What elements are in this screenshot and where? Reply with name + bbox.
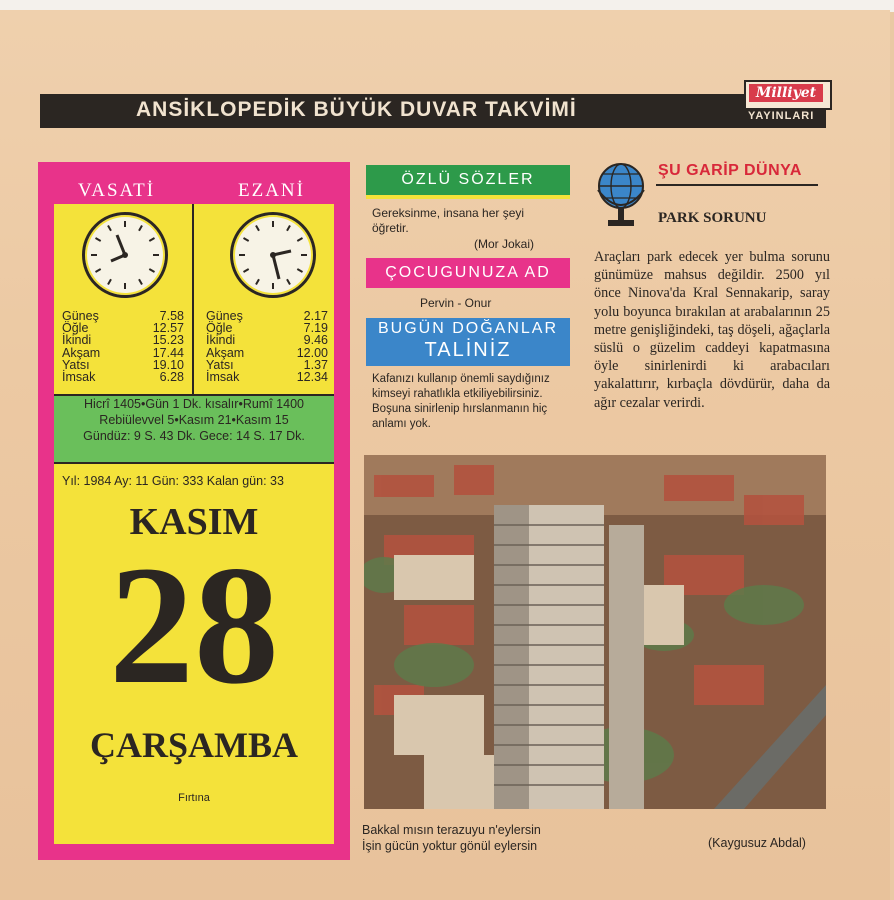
vasati-row <box>62 334 184 346</box>
ezani-clock-icon <box>230 212 316 298</box>
brand-subtitle: YAYINLARI <box>748 110 815 122</box>
vasati-title: VASATİ <box>78 180 156 201</box>
time-value: 19.10 <box>152 357 184 372</box>
poem-line-1: Bakkal mısın terazuyu n'eylersin <box>362 823 541 837</box>
year-info: Yıl: 1984 Ay: 11 Gün: 333 Kalan gün: 33 <box>62 474 284 488</box>
time-name: Akşam <box>206 345 245 360</box>
hijri-line-2: Rebiülevvel 5•Kasım 21•Kasım 15 <box>99 413 289 427</box>
month-name: KASIM <box>129 501 259 543</box>
vasati-clock-icon <box>82 212 168 298</box>
time-value: 2.17 <box>303 309 328 323</box>
ezani-row <box>206 347 328 359</box>
weather-note: Fırtına <box>178 792 210 804</box>
brand-logo: Milliyet <box>749 84 823 102</box>
poem-author: (Kaygusuz Abdal) <box>708 836 806 850</box>
time-value: 12.57 <box>152 321 184 336</box>
horoscope-title: TALİNİZ <box>424 339 512 361</box>
time-value: 7.19 <box>303 321 328 336</box>
born-today-tag <box>366 318 570 366</box>
baby-names-tag: ÇOCUGUNUZA AD <box>366 258 570 288</box>
calendar-sheet <box>38 162 350 860</box>
ezani-title: EZANİ <box>238 180 305 201</box>
weekday-name: ÇARŞAMBA <box>89 725 298 765</box>
hijri-info-box <box>54 394 334 464</box>
header-bar <box>40 94 826 128</box>
time-value: 6.28 <box>159 370 184 385</box>
time-value: 15.23 <box>152 333 184 348</box>
brand-logo-box <box>744 80 832 110</box>
vasati-times <box>62 310 184 383</box>
hijri-line-1: Hicrî 1405•Gün 1 Dk. kısalır•Rumî 1400 <box>84 397 304 411</box>
time-name: İkindi <box>62 333 92 348</box>
time-value: 9.46 <box>303 333 328 348</box>
prayer-times-header <box>38 172 350 208</box>
baby-names: Pervin - Onur <box>420 296 492 310</box>
quotes-tag: ÖZLÜ SÖZLER <box>366 165 570 199</box>
page-title: ANSİKLOPEDİK BÜYÜK DUVAR TAKVİMİ <box>136 98 577 121</box>
time-value: 1.37 <box>303 357 328 372</box>
column-divider <box>192 204 194 394</box>
globe-icon <box>594 160 648 230</box>
ezani-row <box>206 371 328 383</box>
time-name: Güneş <box>62 309 99 323</box>
quote-text: Gereksinme, insana her şeyi öğretir. <box>372 206 525 235</box>
vasati-row <box>62 347 184 359</box>
born-today-title: BUGÜN DOĞANLAR <box>377 320 559 337</box>
article-title: PARK SORUNU <box>658 210 767 226</box>
section-title: ŞU GARİP DÜNYA <box>658 162 802 179</box>
time-value: 12.00 <box>296 345 328 360</box>
day-number: 28 <box>109 531 279 719</box>
time-name: İkindi <box>206 333 236 348</box>
time-name: İmsak <box>206 370 240 385</box>
time-name: Yatsı <box>206 357 234 372</box>
time-name: Güneş <box>206 309 243 323</box>
time-name: Öğle <box>62 321 89 336</box>
time-value: 17.44 <box>152 345 184 360</box>
ezani-row <box>206 334 328 346</box>
vasati-row <box>62 371 184 383</box>
title-underline <box>656 184 818 186</box>
time-value: 12.34 <box>296 370 328 385</box>
quote-author: (Mor Jokai) <box>474 237 535 251</box>
poem-caption <box>362 822 541 854</box>
horoscope-text: Kafanızı kullanıp önemli saydığınız kimseyi rahatlıkla etkiliyebilirsiniz. Boşuna sinirlenip hırslanmanın hiç anlamı yok. <box>372 373 550 430</box>
city-photo <box>364 455 826 809</box>
poem-line-2: İşin gücün yoktur gönül eylersin <box>362 839 538 853</box>
time-value: 7.58 <box>159 309 184 323</box>
time-name: İmsak <box>62 370 96 385</box>
time-name: Öğle <box>206 321 233 336</box>
article-body: Araçları park edecek yer bulma sorunu günümüze mahsus değildir. 2500 yıl önce Ninova'da Kral Sennakarip, saray yolu boyunca bırakılan at arabalarının 25 metre genişliğindeki, taş döşeli, ağaçlarla süslü o güzelim caddeyi kapatmasına öyle sinirlenirdi ki arabacıları yakalattırır, kırbaçla dövdürür, daha da ağır cezalar verirdi. <box>594 249 830 411</box>
daylight-line: Gündüz: 9 S. 43 Dk. Gece: 14 S. 17 Dk. <box>83 429 305 443</box>
time-name: Akşam <box>62 345 101 360</box>
calendar-body <box>54 204 334 844</box>
time-name: Yatsı <box>62 357 90 372</box>
ezani-times <box>206 310 328 383</box>
